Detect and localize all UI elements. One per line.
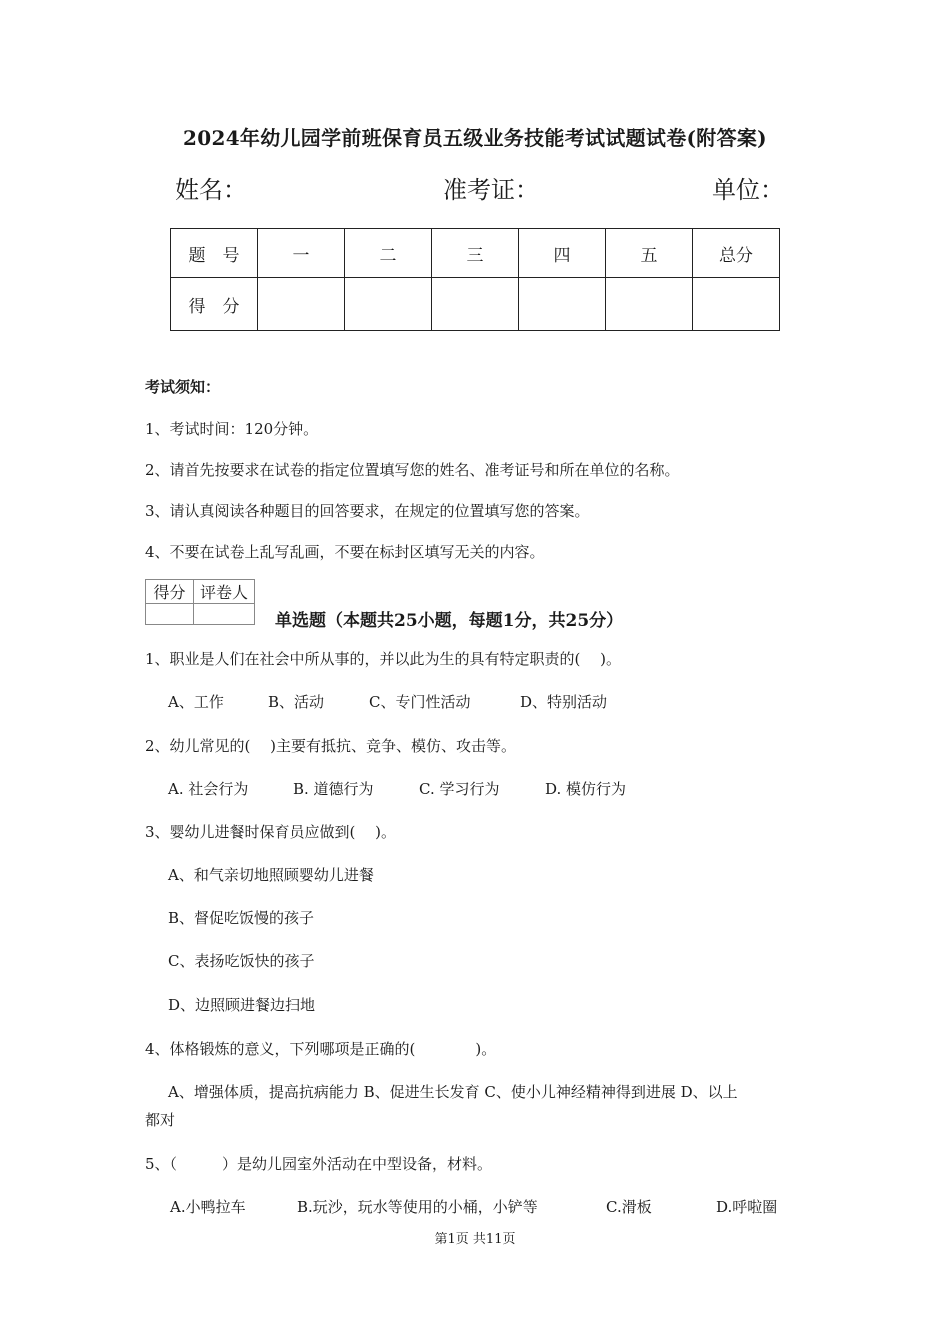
question-stem: 2、幼儿常见的( )主要有抵抗、竞争、模仿、攻击等。 xyxy=(145,737,517,755)
unit-label: 单位： xyxy=(712,176,784,204)
section-title: 单选题（本题共25小题，每题1分，共25分） xyxy=(275,611,624,631)
option[interactable]: A. 社会行为 xyxy=(168,780,249,798)
score-input-cell[interactable] xyxy=(432,278,519,331)
score-row-label: 得 分 xyxy=(171,278,258,331)
exam-id-label: 准考证： xyxy=(443,176,539,204)
option[interactable]: B.玩沙，玩水等使用的小桶，小铲等 xyxy=(297,1198,538,1216)
grader-score-label: 得分 xyxy=(146,580,194,604)
grader-box xyxy=(145,579,255,625)
option[interactable]: C、表扬吃饭快的孩子 xyxy=(168,952,315,970)
grader-reviewer-cell[interactable] xyxy=(194,604,255,625)
option[interactable]: A、工作 xyxy=(168,693,224,711)
option[interactable]: A、和气亲切地照顾婴幼儿进餐 xyxy=(168,866,374,884)
option[interactable]: B. 道德行为 xyxy=(293,780,374,798)
option[interactable]: D、特别活动 xyxy=(520,693,608,711)
score-table-cell: 一 xyxy=(258,229,345,278)
option[interactable]: C. 学习行为 xyxy=(419,780,500,798)
score-input-cell[interactable] xyxy=(258,278,345,331)
score-table xyxy=(170,228,780,331)
notice-heading: 考试须知： xyxy=(145,378,221,396)
score-input-cell[interactable] xyxy=(693,278,780,331)
name-label: 姓名： xyxy=(175,176,247,204)
option-line[interactable]: 都对 xyxy=(145,1111,176,1129)
question-stem: 1、职业是人们在社会中所从事的，并以此为生的具有特定职责的( )。 xyxy=(145,650,622,668)
score-table-cell: 五 xyxy=(606,229,693,278)
score-table-cell: 总分 xyxy=(693,229,780,278)
notice-item: 2、请首先按要求在试卷的指定位置填写您的姓名、准考证号和所在单位的名称。 xyxy=(145,461,680,479)
option[interactable]: B、督促吃饭慢的孩子 xyxy=(168,909,315,927)
score-table-cell: 二 xyxy=(345,229,432,278)
notice-item: 3、请认真阅读各种题目的回答要求，在规定的位置填写您的答案。 xyxy=(145,502,590,520)
option[interactable]: B、活动 xyxy=(268,693,325,711)
notice-item: 4、不要在试卷上乱写乱画，不要在标封区填写无关的内容。 xyxy=(145,543,545,561)
page-footer: 第1页 共11页 xyxy=(434,1232,516,1247)
score-input-cell[interactable] xyxy=(606,278,693,331)
grader-reviewer-label: 评卷人 xyxy=(194,580,255,604)
page-title: 2024年幼儿园学前班保育员五级业务技能考试试题试卷(附答案) xyxy=(183,126,767,150)
score-table-cell: 三 xyxy=(432,229,519,278)
grader-score-cell[interactable] xyxy=(146,604,194,625)
score-table-cell: 题 号 xyxy=(171,229,258,278)
question-stem: 3、婴幼儿进餐时保育员应做到( )。 xyxy=(145,823,397,841)
option[interactable]: D. 模仿行为 xyxy=(545,780,627,798)
score-input-cell[interactable] xyxy=(519,278,606,331)
option[interactable]: C.滑板 xyxy=(606,1198,652,1216)
score-table-header-row xyxy=(171,229,780,278)
score-input-cell[interactable] xyxy=(345,278,432,331)
option[interactable]: D.呼啦圈 xyxy=(716,1198,778,1216)
option[interactable]: A.小鸭拉车 xyxy=(170,1198,246,1216)
question-stem: 5、（ ）是幼儿园室外活动在中型设备，材料。 xyxy=(145,1155,493,1173)
score-table-score-row xyxy=(171,278,780,331)
option-line[interactable]: A、增强体质，提高抗病能力 B、促进生长发育 C、使小儿神经精神得到进展 D、以上 xyxy=(168,1083,738,1101)
option[interactable]: D、边照顾进餐边扫地 xyxy=(168,996,316,1014)
question-stem: 4、体格锻炼的意义，下列哪项是正确的( )。 xyxy=(145,1040,497,1058)
notice-item: 1、考试时间：120分钟。 xyxy=(145,420,319,438)
option[interactable]: C、专门性活动 xyxy=(369,693,471,711)
score-table-cell: 四 xyxy=(519,229,606,278)
